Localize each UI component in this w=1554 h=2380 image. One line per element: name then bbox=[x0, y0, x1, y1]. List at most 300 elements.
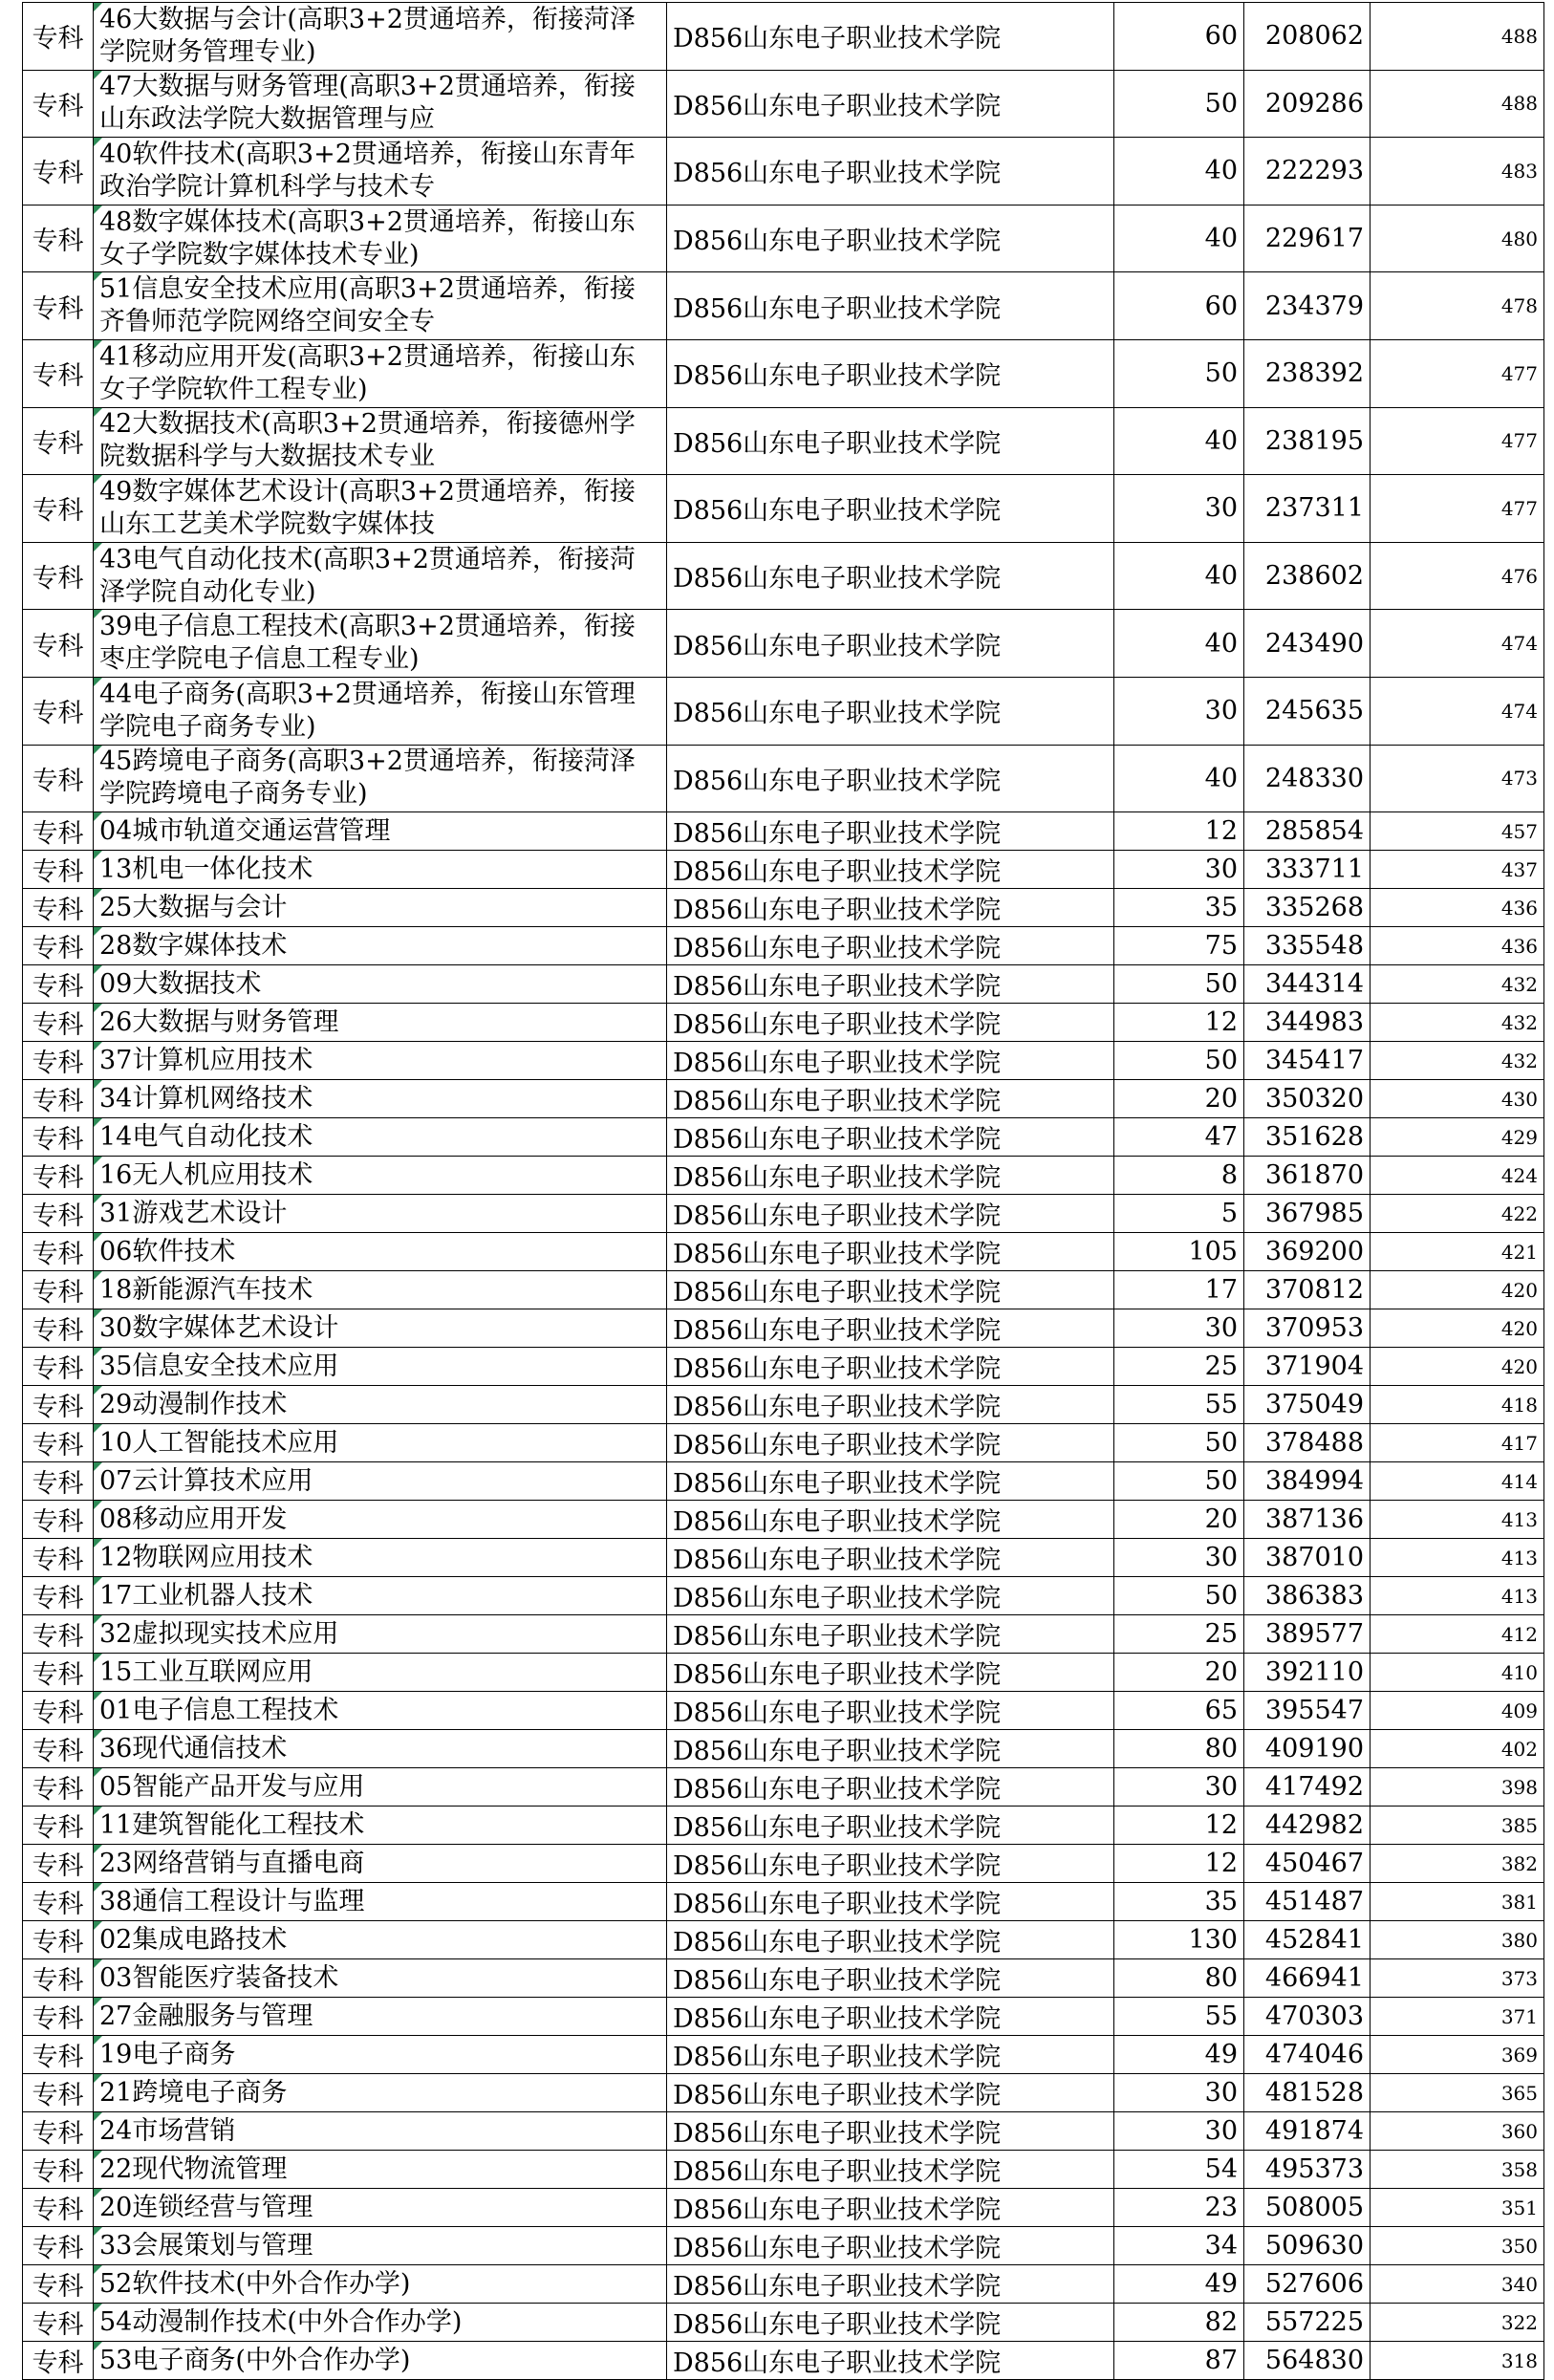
table-row bbox=[23, 1807, 1544, 1845]
cell-plan-count: 49 bbox=[1114, 2036, 1244, 2074]
cell-min-score: 430 bbox=[1371, 1080, 1544, 1118]
cell-min-rank: 442982 bbox=[1244, 1807, 1371, 1845]
cell-major bbox=[94, 205, 667, 272]
cell-min-rank: 450467 bbox=[1244, 1845, 1371, 1883]
cell-major bbox=[94, 1386, 667, 1424]
cell-comment-marker-icon bbox=[94, 678, 102, 686]
table-row bbox=[23, 2112, 1544, 2151]
table-row bbox=[23, 1424, 1544, 1462]
cell-min-rank: 508005 bbox=[1244, 2189, 1371, 2227]
cell-min-rank: 238602 bbox=[1244, 542, 1371, 610]
cell-school: D856山东电子职业技术学院 bbox=[667, 1768, 1114, 1807]
cell-comment-marker-icon bbox=[94, 2304, 102, 2312]
cell-level: 专科 bbox=[23, 1577, 94, 1615]
major-name: 41移动应用开发(高职3+2贯通培养，衔接山东女子学院软件工程专业) bbox=[99, 341, 636, 404]
cell-major bbox=[94, 1309, 667, 1348]
cell-major bbox=[94, 2151, 667, 2189]
cell-plan-count: 30 bbox=[1114, 1768, 1244, 1807]
cell-plan-count: 80 bbox=[1114, 1730, 1244, 1768]
table-row bbox=[23, 1615, 1544, 1654]
cell-level: 专科 bbox=[23, 1768, 94, 1807]
cell-major bbox=[94, 1998, 667, 2036]
cell-min-rank: 344983 bbox=[1244, 1004, 1371, 1042]
cell-major bbox=[94, 2227, 667, 2265]
cell-min-rank: 481528 bbox=[1244, 2074, 1371, 2112]
cell-school: D856山东电子职业技术学院 bbox=[667, 1807, 1114, 1845]
table-row bbox=[23, 1883, 1544, 1921]
cell-plan-count: 12 bbox=[1114, 1845, 1244, 1883]
major-name: 49数字媒体艺术设计(高职3+2贯通培养，衔接山东工艺美术学院数字媒体技 bbox=[99, 476, 636, 539]
table-row bbox=[23, 1271, 1544, 1309]
cell-min-rank: 370953 bbox=[1244, 1309, 1371, 1348]
table-row bbox=[23, 965, 1544, 1004]
cell-min-rank: 208062 bbox=[1244, 3, 1371, 71]
table-row bbox=[23, 610, 1544, 678]
cell-min-rank: 389577 bbox=[1244, 1615, 1371, 1654]
table-row bbox=[23, 1118, 1544, 1157]
cell-min-rank: 387010 bbox=[1244, 1539, 1371, 1577]
table-row bbox=[23, 1921, 1544, 1959]
major-name: 46大数据与会计(高职3+2贯通培养，衔接菏泽学院财务管理专业) bbox=[99, 4, 636, 67]
cell-min-rank: 351628 bbox=[1244, 1118, 1371, 1157]
cell-min-rank: 527606 bbox=[1244, 2265, 1371, 2304]
cell-school: D856山东电子职业技术学院 bbox=[667, 1539, 1114, 1577]
cell-major bbox=[94, 1768, 667, 1807]
cell-plan-count: 23 bbox=[1114, 2189, 1244, 2227]
cell-school: D856山东电子职业技术学院 bbox=[667, 2074, 1114, 2112]
table-row bbox=[23, 677, 1544, 745]
cell-plan-count: 30 bbox=[1114, 2074, 1244, 2112]
cell-plan-count: 60 bbox=[1114, 3, 1244, 71]
cell-level: 专科 bbox=[23, 138, 94, 206]
major-name: 37计算机应用技术 bbox=[99, 1045, 313, 1075]
cell-level: 专科 bbox=[23, 2074, 94, 2112]
cell-min-rank: 335268 bbox=[1244, 889, 1371, 927]
cell-school: D856山东电子职业技术学院 bbox=[667, 2342, 1114, 2380]
cell-min-score: 477 bbox=[1371, 475, 1544, 543]
cell-plan-count: 30 bbox=[1114, 2112, 1244, 2151]
cell-plan-count: 50 bbox=[1114, 1424, 1244, 1462]
major-name: 10人工智能技术应用 bbox=[99, 1427, 339, 1458]
major-name: 48数字媒体技术(高职3+2贯通培养，衔接山东女子学院数字媒体技术专业) bbox=[99, 206, 636, 270]
major-name: 33会展策划与管理 bbox=[99, 2230, 313, 2261]
cell-level: 专科 bbox=[23, 1348, 94, 1386]
cell-comment-marker-icon bbox=[94, 1309, 102, 1318]
cell-min-rank: 370812 bbox=[1244, 1271, 1371, 1309]
major-name: 47大数据与财务管理(高职3+2贯通培养，衔接山东政法学院大数据管理与应 bbox=[99, 72, 636, 135]
table-row bbox=[23, 542, 1544, 610]
table-row bbox=[23, 1462, 1544, 1501]
cell-plan-count: 130 bbox=[1114, 1921, 1244, 1959]
cell-min-score: 385 bbox=[1371, 1807, 1544, 1845]
cell-min-rank: 238392 bbox=[1244, 339, 1371, 407]
table-row bbox=[23, 2304, 1544, 2342]
cell-school: D856山东电子职业技术学院 bbox=[667, 1883, 1114, 1921]
cell-school: D856山东电子职业技术学院 bbox=[667, 927, 1114, 965]
cell-min-score: 402 bbox=[1371, 1730, 1544, 1768]
table-row bbox=[23, 1042, 1544, 1080]
cell-level: 专科 bbox=[23, 1118, 94, 1157]
cell-major bbox=[94, 1959, 667, 1998]
cell-comment-marker-icon bbox=[94, 1654, 102, 1662]
cell-school: D856山东电子职业技术学院 bbox=[667, 889, 1114, 927]
cell-min-rank: 387136 bbox=[1244, 1501, 1371, 1539]
table-row bbox=[23, 1004, 1544, 1042]
cell-level: 专科 bbox=[23, 1692, 94, 1730]
major-name: 22现代物流管理 bbox=[99, 2153, 288, 2184]
cell-school: D856山东电子职业技术学院 bbox=[667, 1233, 1114, 1271]
cell-comment-marker-icon bbox=[94, 340, 102, 349]
cell-comment-marker-icon bbox=[94, 2189, 102, 2197]
major-name: 25大数据与会计 bbox=[99, 892, 288, 922]
major-name: 32虚拟现实技术应用 bbox=[99, 1618, 339, 1649]
cell-min-rank: 375049 bbox=[1244, 1386, 1371, 1424]
cell-school: D856山东电子职业技术学院 bbox=[667, 3, 1114, 71]
cell-min-score: 420 bbox=[1371, 1309, 1544, 1348]
cell-plan-count: 8 bbox=[1114, 1157, 1244, 1195]
cell-min-score: 371 bbox=[1371, 1998, 1544, 2036]
table-row bbox=[23, 1539, 1544, 1577]
table-row bbox=[23, 927, 1544, 965]
table-row bbox=[23, 2227, 1544, 2265]
cell-plan-count: 60 bbox=[1114, 272, 1244, 340]
cell-comment-marker-icon bbox=[94, 889, 102, 898]
cell-level: 专科 bbox=[23, 1654, 94, 1692]
cell-level: 专科 bbox=[23, 812, 94, 851]
cell-plan-count: 82 bbox=[1114, 2304, 1244, 2342]
cell-school: D856山东电子职业技术学院 bbox=[667, 407, 1114, 475]
major-name: 21跨境电子商务 bbox=[99, 2077, 288, 2108]
cell-level: 专科 bbox=[23, 1501, 94, 1539]
cell-comment-marker-icon bbox=[94, 2112, 102, 2121]
major-name: 06软件技术 bbox=[99, 1236, 236, 1266]
cell-min-rank: 367985 bbox=[1244, 1195, 1371, 1233]
major-name: 08移动应用开发 bbox=[99, 1504, 288, 1534]
table-row bbox=[23, 2342, 1544, 2380]
cell-min-rank: 238195 bbox=[1244, 407, 1371, 475]
table-row bbox=[23, 475, 1544, 543]
cell-comment-marker-icon bbox=[94, 71, 102, 79]
cell-school: D856山东电子职业技术学院 bbox=[667, 1157, 1114, 1195]
table-row bbox=[23, 889, 1544, 927]
cell-comment-marker-icon bbox=[94, 2074, 102, 2083]
cell-major bbox=[94, 927, 667, 965]
major-name: 44电子商务(高职3+2贯通培养，衔接山东管理学院电子商务专业) bbox=[99, 679, 636, 742]
cell-comment-marker-icon bbox=[94, 1501, 102, 1509]
cell-level: 专科 bbox=[23, 889, 94, 927]
cell-comment-marker-icon bbox=[94, 1042, 102, 1050]
cell-major bbox=[94, 1883, 667, 1921]
cell-min-score: 422 bbox=[1371, 1195, 1544, 1233]
cell-min-score: 360 bbox=[1371, 2112, 1544, 2151]
table-row bbox=[23, 2151, 1544, 2189]
cell-min-score: 473 bbox=[1371, 745, 1544, 812]
cell-school: D856山东电子职业技术学院 bbox=[667, 1998, 1114, 2036]
major-name: 38通信工程设计与监理 bbox=[99, 1886, 365, 1916]
cell-min-rank: 395547 bbox=[1244, 1692, 1371, 1730]
cell-major bbox=[94, 1845, 667, 1883]
cell-min-score: 476 bbox=[1371, 542, 1544, 610]
table-row bbox=[23, 1195, 1544, 1233]
table-row bbox=[23, 1768, 1544, 1807]
cell-plan-count: 54 bbox=[1114, 2151, 1244, 2189]
cell-level: 专科 bbox=[23, 1807, 94, 1845]
cell-min-score: 436 bbox=[1371, 889, 1544, 927]
cell-school: D856山东电子职业技术学院 bbox=[667, 745, 1114, 812]
cell-school: D856山东电子职业技术学院 bbox=[667, 1654, 1114, 1692]
cell-school: D856山东电子职业技术学院 bbox=[667, 2151, 1114, 2189]
cell-min-score: 412 bbox=[1371, 1615, 1544, 1654]
cell-min-score: 369 bbox=[1371, 2036, 1544, 2074]
cell-min-rank: 557225 bbox=[1244, 2304, 1371, 2342]
cell-school: D856山东电子职业技术学院 bbox=[667, 1730, 1114, 1768]
major-name: 54动漫制作技术(中外合作办学) bbox=[99, 2306, 463, 2337]
cell-comment-marker-icon bbox=[94, 1692, 102, 1700]
cell-comment-marker-icon bbox=[94, 746, 102, 754]
major-name: 34计算机网络技术 bbox=[99, 1083, 313, 1114]
cell-level: 专科 bbox=[23, 2189, 94, 2227]
cell-comment-marker-icon bbox=[94, 812, 102, 821]
cell-level: 专科 bbox=[23, 1080, 94, 1118]
cell-comment-marker-icon bbox=[94, 1271, 102, 1280]
table-row bbox=[23, 3, 1544, 71]
cell-level: 专科 bbox=[23, 1042, 94, 1080]
cell-major bbox=[94, 272, 667, 340]
cell-level: 专科 bbox=[23, 610, 94, 678]
cell-min-score: 418 bbox=[1371, 1386, 1544, 1424]
cell-major bbox=[94, 1654, 667, 1692]
cell-level: 专科 bbox=[23, 1424, 94, 1462]
cell-school: D856山东电子职业技术学院 bbox=[667, 2112, 1114, 2151]
cell-min-score: 480 bbox=[1371, 205, 1544, 272]
cell-major bbox=[94, 2074, 667, 2112]
major-name: 23网络营销与直播电商 bbox=[99, 1848, 365, 1878]
cell-comment-marker-icon bbox=[94, 851, 102, 859]
major-name: 39电子信息工程技术(高职3+2贯通培养，衔接枣庄学院电子信息工程专业) bbox=[99, 612, 636, 675]
table-row bbox=[23, 339, 1544, 407]
cell-min-score: 413 bbox=[1371, 1501, 1544, 1539]
cell-level: 专科 bbox=[23, 2036, 94, 2074]
cell-level: 专科 bbox=[23, 205, 94, 272]
cell-major bbox=[94, 1080, 667, 1118]
cell-school: D856山东电子职业技术学院 bbox=[667, 1959, 1114, 1998]
cell-level: 专科 bbox=[23, 1233, 94, 1271]
major-name: 16无人机应用技术 bbox=[99, 1159, 313, 1190]
cell-min-score: 478 bbox=[1371, 272, 1544, 340]
table-row bbox=[23, 1998, 1544, 2036]
cell-comment-marker-icon bbox=[94, 543, 102, 552]
table-row bbox=[23, 1309, 1544, 1348]
cell-comment-marker-icon bbox=[94, 272, 102, 281]
cell-school: D856山东电子职业技术学院 bbox=[667, 1004, 1114, 1042]
cell-plan-count: 40 bbox=[1114, 407, 1244, 475]
cell-plan-count: 25 bbox=[1114, 1615, 1244, 1654]
cell-plan-count: 40 bbox=[1114, 138, 1244, 206]
cell-min-score: 417 bbox=[1371, 1424, 1544, 1462]
cell-comment-marker-icon bbox=[94, 1768, 102, 1777]
cell-min-rank: 222293 bbox=[1244, 138, 1371, 206]
cell-major bbox=[94, 2112, 667, 2151]
cell-min-score: 340 bbox=[1371, 2265, 1544, 2304]
cell-plan-count: 34 bbox=[1114, 2227, 1244, 2265]
table-row bbox=[23, 812, 1544, 851]
cell-min-rank: 466941 bbox=[1244, 1959, 1371, 1998]
cell-school: D856山东电子职业技术学院 bbox=[667, 1845, 1114, 1883]
cell-min-rank: 209286 bbox=[1244, 70, 1371, 138]
cell-major bbox=[94, 1730, 667, 1768]
cell-major bbox=[94, 2265, 667, 2304]
cell-level: 专科 bbox=[23, 542, 94, 610]
cell-comment-marker-icon bbox=[94, 1233, 102, 1242]
cell-plan-count: 5 bbox=[1114, 1195, 1244, 1233]
cell-school: D856山东电子职业技术学院 bbox=[667, 138, 1114, 206]
cell-plan-count: 20 bbox=[1114, 1654, 1244, 1692]
cell-level: 专科 bbox=[23, 70, 94, 138]
cell-level: 专科 bbox=[23, 1195, 94, 1233]
cell-min-score: 398 bbox=[1371, 1768, 1544, 1807]
cell-major bbox=[94, 1615, 667, 1654]
cell-major bbox=[94, 1157, 667, 1195]
cell-school: D856山东电子职业技术学院 bbox=[667, 2304, 1114, 2342]
cell-min-score: 477 bbox=[1371, 407, 1544, 475]
cell-min-score: 474 bbox=[1371, 610, 1544, 678]
major-name: 19电子商务 bbox=[99, 2039, 236, 2069]
cell-comment-marker-icon bbox=[94, 1921, 102, 1930]
cell-level: 专科 bbox=[23, 677, 94, 745]
cell-plan-count: 20 bbox=[1114, 1080, 1244, 1118]
cell-school: D856山东电子职业技术学院 bbox=[667, 339, 1114, 407]
cell-min-score: 432 bbox=[1371, 1042, 1544, 1080]
major-name: 35信息安全技术应用 bbox=[99, 1351, 339, 1381]
major-name: 52软件技术(中外合作办学) bbox=[99, 2268, 411, 2299]
cell-plan-count: 12 bbox=[1114, 1004, 1244, 1042]
cell-comment-marker-icon bbox=[94, 1577, 102, 1586]
cell-school: D856山东电子职业技术学院 bbox=[667, 1692, 1114, 1730]
cell-comment-marker-icon bbox=[94, 1998, 102, 2006]
cell-comment-marker-icon bbox=[94, 1424, 102, 1433]
cell-major bbox=[94, 475, 667, 543]
cell-min-score: 429 bbox=[1371, 1118, 1544, 1157]
cell-min-rank: 452841 bbox=[1244, 1921, 1371, 1959]
cell-level: 专科 bbox=[23, 339, 94, 407]
cell-plan-count: 75 bbox=[1114, 927, 1244, 965]
cell-comment-marker-icon bbox=[94, 610, 102, 618]
cell-major bbox=[94, 1501, 667, 1539]
cell-min-rank: 333711 bbox=[1244, 851, 1371, 889]
cell-comment-marker-icon bbox=[94, 1845, 102, 1853]
table-row bbox=[23, 1080, 1544, 1118]
cell-min-rank: 417492 bbox=[1244, 1768, 1371, 1807]
major-name: 01电子信息工程技术 bbox=[99, 1695, 339, 1725]
cell-min-rank: 392110 bbox=[1244, 1654, 1371, 1692]
cell-major bbox=[94, 1462, 667, 1501]
cell-comment-marker-icon bbox=[94, 1539, 102, 1547]
table-row bbox=[23, 205, 1544, 272]
cell-school: D856山东电子职业技术学院 bbox=[667, 1921, 1114, 1959]
cell-comment-marker-icon bbox=[94, 1080, 102, 1089]
cell-comment-marker-icon bbox=[94, 1004, 102, 1012]
major-name: 12物联网应用技术 bbox=[99, 1542, 313, 1572]
cell-plan-count: 55 bbox=[1114, 1386, 1244, 1424]
cell-min-score: 410 bbox=[1371, 1654, 1544, 1692]
cell-comment-marker-icon bbox=[94, 2151, 102, 2159]
cell-min-rank: 384994 bbox=[1244, 1462, 1371, 1501]
cell-comment-marker-icon bbox=[94, 1386, 102, 1395]
cell-min-rank: 509630 bbox=[1244, 2227, 1371, 2265]
cell-min-score: 322 bbox=[1371, 2304, 1544, 2342]
cell-school: D856山东电子职业技术学院 bbox=[667, 677, 1114, 745]
admission-table bbox=[22, 2, 1544, 2380]
major-name: 20连锁经营与管理 bbox=[99, 2192, 313, 2222]
cell-level: 专科 bbox=[23, 2342, 94, 2380]
table-row bbox=[23, 70, 1544, 138]
cell-major bbox=[94, 1271, 667, 1309]
cell-min-score: 373 bbox=[1371, 1959, 1544, 1998]
major-name: 14电气自动化技术 bbox=[99, 1121, 313, 1152]
cell-major bbox=[94, 1195, 667, 1233]
major-name: 40软件技术(高职3+2贯通培养，衔接山东青年政治学院计算机科学与技术专 bbox=[99, 139, 636, 202]
cell-plan-count: 12 bbox=[1114, 1807, 1244, 1845]
cell-major bbox=[94, 1539, 667, 1577]
major-name: 29动漫制作技术 bbox=[99, 1389, 288, 1419]
table-row bbox=[23, 851, 1544, 889]
major-name: 04城市轨道交通运营管理 bbox=[99, 815, 391, 846]
cell-major bbox=[94, 1004, 667, 1042]
cell-major bbox=[94, 851, 667, 889]
cell-major bbox=[94, 1233, 667, 1271]
cell-level: 专科 bbox=[23, 2151, 94, 2189]
cell-min-score: 488 bbox=[1371, 70, 1544, 138]
cell-min-rank: 285854 bbox=[1244, 812, 1371, 851]
cell-min-score: 420 bbox=[1371, 1271, 1544, 1309]
cell-comment-marker-icon bbox=[94, 475, 102, 484]
cell-plan-count: 50 bbox=[1114, 1462, 1244, 1501]
cell-comment-marker-icon bbox=[94, 1348, 102, 1356]
major-name: 15工业互联网应用 bbox=[99, 1656, 313, 1687]
cell-school: D856山东电子职业技术学院 bbox=[667, 1271, 1114, 1309]
cell-plan-count: 47 bbox=[1114, 1118, 1244, 1157]
cell-min-rank: 248330 bbox=[1244, 745, 1371, 812]
table-row bbox=[23, 1501, 1544, 1539]
cell-min-score: 457 bbox=[1371, 812, 1544, 851]
cell-level: 专科 bbox=[23, 272, 94, 340]
cell-comment-marker-icon bbox=[94, 2227, 102, 2236]
major-name: 24市场营销 bbox=[99, 2115, 236, 2146]
cell-min-rank: 335548 bbox=[1244, 927, 1371, 965]
cell-min-score: 414 bbox=[1371, 1462, 1544, 1501]
cell-school: D856山东电子职业技术学院 bbox=[667, 70, 1114, 138]
cell-major bbox=[94, 70, 667, 138]
cell-min-rank: 369200 bbox=[1244, 1233, 1371, 1271]
major-name: 17工业机器人技术 bbox=[99, 1580, 313, 1611]
cell-major bbox=[94, 1577, 667, 1615]
table-row bbox=[23, 1157, 1544, 1195]
cell-school: D856山东电子职业技术学院 bbox=[667, 1386, 1114, 1424]
cell-level: 专科 bbox=[23, 2112, 94, 2151]
major-name: 13机电一体化技术 bbox=[99, 854, 313, 884]
cell-min-rank: 361870 bbox=[1244, 1157, 1371, 1195]
cell-min-score: 318 bbox=[1371, 2342, 1544, 2380]
table-row bbox=[23, 1730, 1544, 1768]
cell-min-rank: 491874 bbox=[1244, 2112, 1371, 2151]
cell-plan-count: 87 bbox=[1114, 2342, 1244, 2380]
cell-major bbox=[94, 407, 667, 475]
cell-school: D856山东电子职业技术学院 bbox=[667, 1615, 1114, 1654]
major-name: 26大数据与财务管理 bbox=[99, 1006, 339, 1037]
cell-school: D856山东电子职业技术学院 bbox=[667, 1118, 1114, 1157]
cell-min-score: 420 bbox=[1371, 1348, 1544, 1386]
cell-plan-count: 35 bbox=[1114, 889, 1244, 927]
